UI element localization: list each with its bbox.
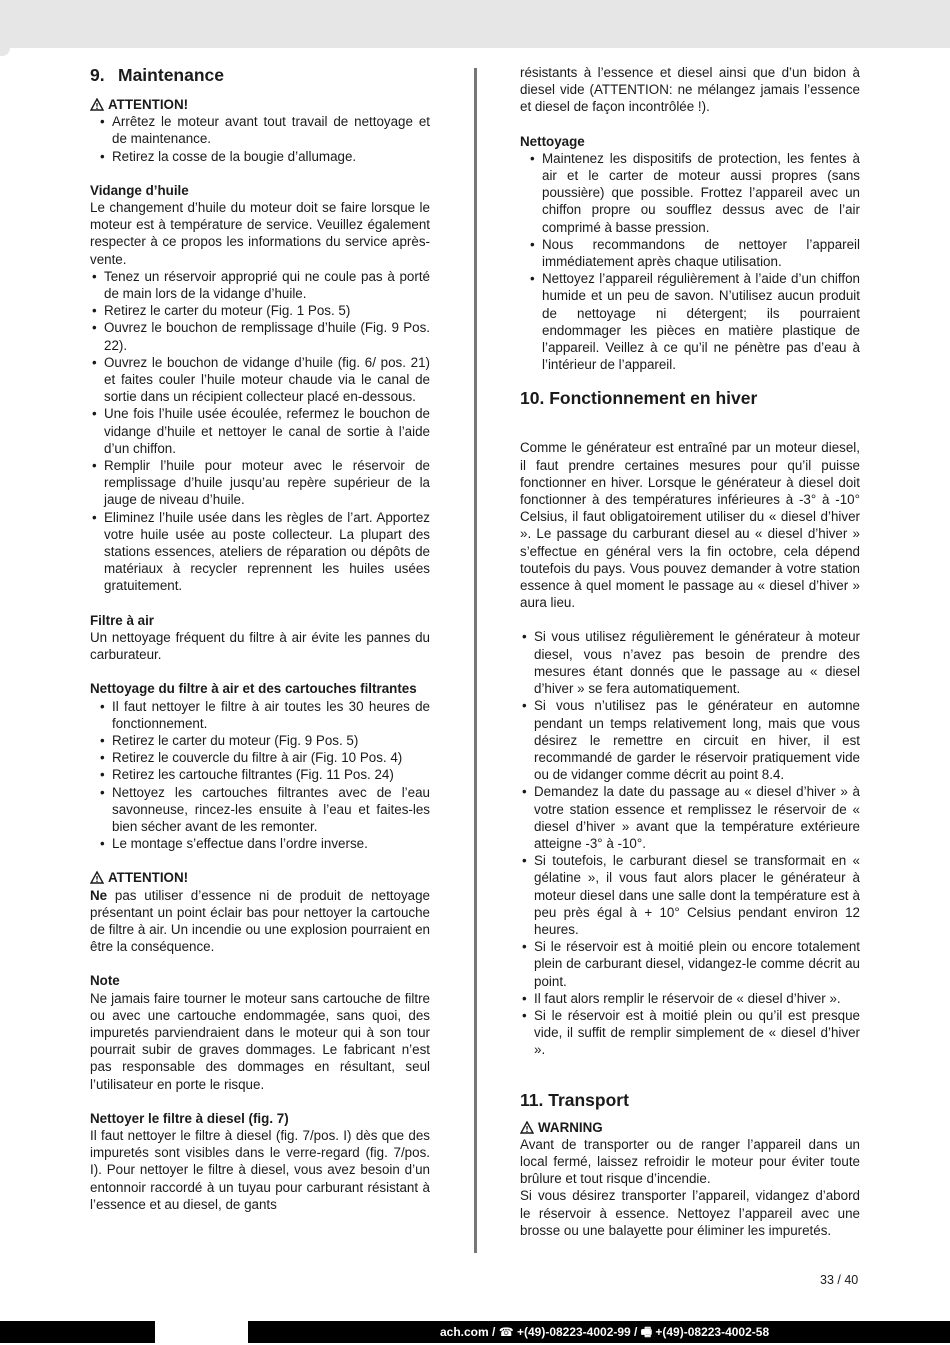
list-item: • Retirez la cosse de la bougie d’allumage. <box>90 148 430 165</box>
transport-text-2: Si vous désirez transporter l’appareil, vidangez d’abord le réservoir à essence. Nettoyez l’appareil avec une brosse ou une balayette pour éliminer les impuretés. <box>520 1188 860 1238</box>
list-item: • Retirez les cartouche filtrantes (Fig. 11 Pos. 24) <box>90 766 430 783</box>
warning-triangle-icon <box>90 98 104 111</box>
winter-list <box>520 628 860 1058</box>
list-item: • Il faut nettoyer le filtre à air toutes les 30 heures de fonctionnement. <box>90 698 430 732</box>
header-bar-notch <box>0 48 10 56</box>
diesel-filter-continued: résistants à l’essence et diesel ainsi que d’un bidon à diesel vide (ATTENTION: ne mélangez jamais l’essence et diesel de façon incontrôlée !). <box>520 65 860 115</box>
list-item: • Arrêtez le moteur avant tout travail de nettoyage et de maintenance. <box>90 113 430 147</box>
subheading-air-filter: Filtre à air <box>90 612 155 628</box>
list-item: • Si vous utilisez régulièrement le générateur à moteur diesel, vous n’avez pas besoin de prendre des mesures étant donnés que le passage au « diesel d’hiver » se fera automatiquement. <box>520 628 860 697</box>
left-column <box>90 64 430 1213</box>
list-item: • Le montage s’effectue dans l’ordre inverse. <box>90 835 430 852</box>
subheading-cartridge-cleaning: Nettoyage du filtre à air et des cartouches filtrantes <box>90 681 417 697</box>
list-item: • Retirez le carter du moteur (Fig. 9 Pos. 5) <box>90 732 430 749</box>
column-divider <box>474 68 477 1253</box>
list-item: • Remplir l’huile pour moteur avec le réservoir de remplissage d’huile jusqu’au repère supérieur de la jauge de niveau d’huile. <box>90 457 430 509</box>
list-item: • Nettoyez l’appareil régulièrement à l’aide d’un chiffon humide et un peu de savon. N’utilisez aucun produit de nettoyage ni détergent; ils pourraient endommager les pièces en matière plastique de l’appareil. Veillez à ce qu’il ne pénètre pas d’eau à l’intérieur de l’appareil. <box>520 270 860 373</box>
warning-triangle-icon <box>520 1121 534 1134</box>
page-number: 33 / 40 <box>820 1273 859 1287</box>
header-bar <box>0 0 950 48</box>
section-title-maintenance: 9. Maintenance <box>90 65 224 85</box>
diesel-filter-text: Il faut nettoyer le filtre à diesel (fig. 7/pos. I) dès que des impuretés sont visibles dans le verre-regard (fig. 7/pos. I). Pour nettoyer le filtre à diesel, vous avez besoin d’un entonnoir raccordé à un tuyau pour carburant résistant à l’essence et au diesel, de gants <box>90 1127 430 1212</box>
list-item: • Nous recommandons de nettoyer l’appareil immédiatement après chaque utilisation. <box>520 236 860 270</box>
section-title-winter: 10. Fonctionnement en hiver <box>520 388 758 409</box>
list-item: • Si le réservoir est à moitié plein ou encore totalement plein de carburant diesel, vidangez-le comme décrit au point. <box>520 938 860 990</box>
note-text: Ne jamais faire tourner le moteur sans cartouche de filtre ou avec une cartouche endommagée, sans quoi, des impuretés parviendraient dans le moteur qui à son tour pourrait subir de graves dommages. Le fabricant n’est pas responsable des dommages en résultant, seul l’utilisateur en porte le risque. <box>90 990 430 1092</box>
list-item: • Si le réservoir est à moitié plein ou qu’il est presque vide, il suffit de remplir simplement de « diesel d’hiver ». <box>520 1007 860 1059</box>
attention-list-1 <box>90 113 430 165</box>
list-item: • Demandez la date du passage au « diesel d’hiver » à votre station essence et remplissez le réservoir de « diesel d’hiver » avant que la température extérieure atteigne -3° à -10°. <box>520 783 860 852</box>
list-item: • Retirez le couvercle du filtre à air (Fig. 10 Pos. 4) <box>90 749 430 766</box>
attention-heading-1: ATTENTION! <box>90 96 430 113</box>
cleaning-list <box>520 150 860 374</box>
warning-heading: WARNING <box>520 1119 860 1136</box>
attention-text-2: Ne pas utiliser d’essence ni de produit de nettoyage présentant un point éclair bas pour nettoyer la cartouche de filtre à air. Un incendie ou une explosion pourraient en être la conséquence. <box>90 887 430 955</box>
list-item: • Il faut alors remplir le réservoir de « diesel d’hiver ». <box>520 990 860 1007</box>
attention-heading-2: ATTENTION! <box>90 869 430 886</box>
oil-change-intro: Le changement d’huile du moteur doit se faire lorsque le moteur est à température de service. Veuillez également respecter à ce propos les informations du service après-vente. <box>90 200 430 267</box>
footer-contact-text: ach.com / ☎ +(49)-08223-4002-99 / 🖷 +(49)-08223-4002-58 <box>440 1325 770 1339</box>
warning-triangle-icon <box>90 871 104 884</box>
list-item: • Retirez le carter du moteur (Fig. 1 Pos. 5) <box>90 302 430 319</box>
transport-text-1: Avant de transporter ou de ranger l’appareil dans un local fermé, laissez refroidir le moteur pour éviter toute brûlure et tout risque d’incendie. <box>520 1136 860 1187</box>
section-title-transport: 11. Transport <box>520 1089 629 1110</box>
list-item: • Nettoyez les cartouches filtrantes avec de l’eau savonneuse, rincez-les ensuite à l’eau et faites-les bien sécher avant de les remonter. <box>90 784 430 836</box>
list-item: • Maintenez les dispositifs de protection, les fentes à air et le carter de moteur aussi propres (sans poussière) que possible. Frottez l’appareil avec un chiffon propre ou soufflez dessus avec de l’air comprimé à basse pression. <box>520 150 860 236</box>
list-item: • Ouvrez le bouchon de remplissage d’huile (Fig. 9 Pos. 22). <box>90 319 430 353</box>
right-column <box>520 64 860 1239</box>
list-item: • Une fois l’huile usée écoulée, refermez le bouchon de vidange d’huile et nettoyer le canal de sortie à l’aide d’un chiffon. <box>90 405 430 457</box>
air-filter-text: Un nettoyage fréquent du filtre à air évite les pannes du carburateur. <box>90 629 430 663</box>
list-item: • Tenez un réservoir approprié qui ne coule pas à porté de main lors de la vidange d’huile. <box>90 268 430 302</box>
list-item: • Ouvrez le bouchon de vidange d’huile (fig. 6/ pos. 21) et faites couler l’huile moteur chaude via le canal de sortie dans un récipient collecteur placé en-dessous. <box>90 354 430 406</box>
footer-white-block <box>155 1321 248 1343</box>
subheading-note: Note <box>90 973 120 989</box>
oil-change-list <box>90 268 430 595</box>
subheading-cleaning: Nettoyage <box>520 133 585 149</box>
list-item: • Si vous n’utilisez pas le générateur en automne pendant un temps relativement long, mais que vous désirez le remettre en circuit en hiver, il est recommandé de garder le réservoir pratiquement vide ou de vidanger comme décrit au point 8.4. <box>520 697 860 783</box>
list-item: • Si toutefois, le carburant diesel se transformait en « gélatine », il vous faut alors placer le générateur à moteur diesel dans une salle dont la température est à peu près égal à + 10° Celsius pendant environ 12 heures. <box>520 852 860 938</box>
subheading-diesel-filter: Nettoyer le filtre à diesel (fig. 7) <box>90 1110 289 1126</box>
subheading-oil-change: Vidange d’huile <box>90 182 189 198</box>
list-item: • Eliminez l’huile usée dans les règles de l’art. Apportez votre huile usée au poste collecteur. La plupart des stations essences, ateliers de réparation ou dépôts de matériaux à recycler reprennent les huiles usées gratuitement. <box>90 509 430 595</box>
winter-intro: Comme le générateur est entraîné par un moteur diesel, il faut prendre certaines mesures pour qu’il puisse fonctionner en hiver. Lorsque le générateur à diesel doit fonctionner à des températures inférieures à -3° à -10° Celsius, il faut obligatoirement utiliser du « diesel d’hiver ». Le passage du carburant diesel au « diesel d’hiver » s’effectue en général vers la fin octobre, cela dépend toutefois du pays. Vous pouvez demander à votre station essence à quel moment le passage au « diesel d’hiver » aura lieu. <box>520 440 860 611</box>
cartridge-list <box>90 698 430 853</box>
footer-bar <box>0 1321 950 1343</box>
